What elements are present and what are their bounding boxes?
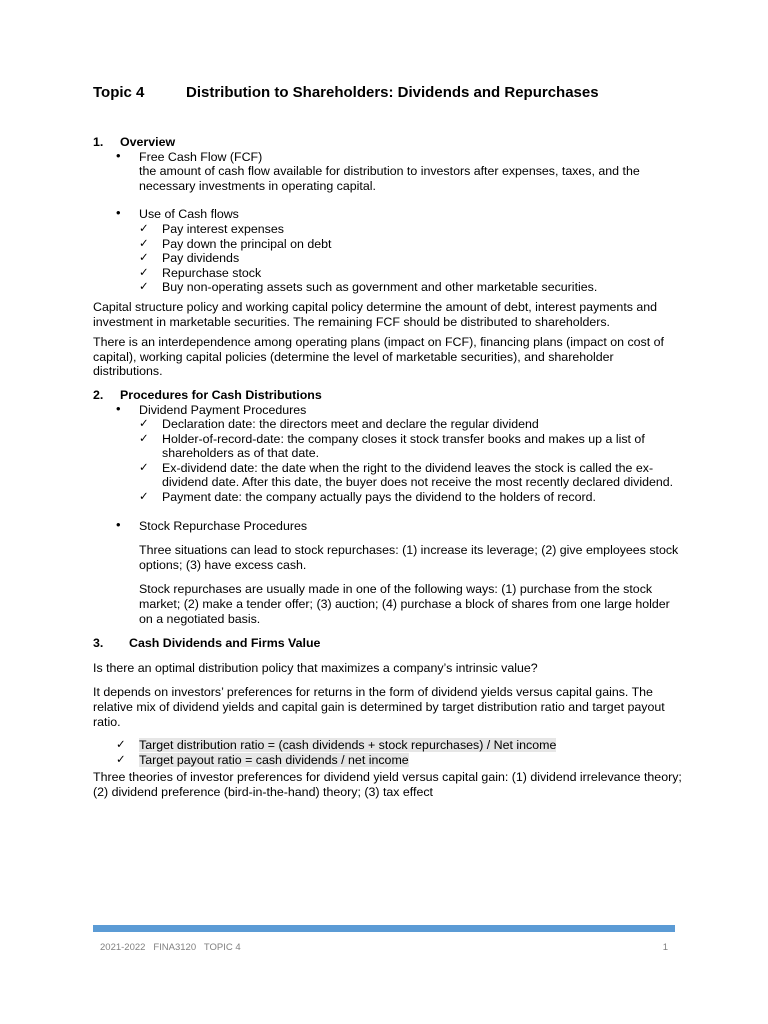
section-heading-cash-dividends: 3. Cash Dividends and Firms Value <box>93 636 321 651</box>
check-item <box>93 753 683 768</box>
checkmark-icon: ✓ <box>139 281 149 294</box>
footer-divider <box>93 925 675 932</box>
bullet-icon: • <box>116 205 121 221</box>
topic-title: Distribution to Shareholders: Dividends and Repurchases <box>186 84 599 101</box>
footer-course-label: 2021-2022 FINA3120 TOPIC 4 <box>100 942 241 953</box>
paragraph: Three theories of investor preferences for dividend yield versus capital gain: (1) dividend irrelevance theory; (2) dividend preference (bird-in-the-hand) theory; (3) tax effect <box>93 770 682 799</box>
paragraph: It depends on investors’ preferences for returns in the form of dividend yields versus capital gains. The relative mix of dividend yields and capital gain is determined by target distribution ratio and target payout ratio. <box>93 685 665 729</box>
paragraph: Stock repurchases are usually made in one of the following ways: (1) purchase from the stock market; (2) make a tender offer; (3) auction; (4) purchase a block of shares from one large holder on a negotiated basis. <box>139 582 670 626</box>
highlighted-formula: Target payout ratio = cash dividends / net income <box>139 752 409 767</box>
check-item: ✓ Repurchase stock <box>139 265 262 280</box>
checkmark-icon: ✓ <box>116 753 126 766</box>
document-body <box>93 135 683 800</box>
page-footer <box>100 942 668 954</box>
bullet-icon: • <box>116 400 121 416</box>
section-heading-procedures: 2. Procedures for Cash Distributions <box>93 387 322 402</box>
paragraph: Capital structure policy and working capital policy determine the amount of debt, interest payments and investment in marketable securities. The remaining FCF should be distributed to shareholders. <box>93 299 658 329</box>
check-item: ✓ Holder-of-record-date: the company closes it stock transfer books and makes up a list of shareholders as of that date. <box>139 431 645 461</box>
bullet-item: • Dividend Payment Procedures <box>116 400 307 417</box>
check-item: ✓ Pay interest expenses <box>139 221 284 236</box>
topic-number: Topic 4 <box>93 84 145 101</box>
paragraph: Is there an optimal distribution policy that maximizes a company’s intrinsic value? <box>93 660 538 675</box>
bullet-item: • Use of Cash flows <box>116 205 239 222</box>
bullet-item: • Stock Repurchase Procedures <box>116 516 308 533</box>
page-number: 1 <box>662 942 668 953</box>
bullet-item: • Free Cash Flow (FCF) <box>116 147 263 164</box>
highlighted-formula: Target distribution ratio = (cash dividends + stock repurchases) / Net income <box>139 738 557 753</box>
check-item: ✓ Buy non-operating assets such as government and other marketable securities. <box>139 280 598 295</box>
check-item <box>93 738 683 753</box>
check-item: ✓ Pay dividends <box>139 251 240 266</box>
paragraph: Three situations can lead to stock repurchases: (1) increase its leverage; (2) give employees stock options; (3) have excess cash. <box>139 543 679 572</box>
checkmark-icon: ✓ <box>139 418 149 431</box>
bullet-icon: • <box>116 147 121 163</box>
checkmark-icon: ✓ <box>139 252 149 265</box>
check-item: ✓ Payment date: the company actually pays the dividend to the holders of record. <box>139 490 596 505</box>
check-item: ✓ Pay down the principal on debt <box>139 236 332 251</box>
checkmark-icon: ✓ <box>139 237 149 250</box>
checkmark-icon: ✓ <box>139 222 149 235</box>
paragraph: There is an interdependence among operating plans (impact on FCF), financing plans (impact on cost of capital), working capital policies (determine the level of marketable securities), and shareholder distributions. <box>93 335 664 379</box>
check-item: ✓ Declaration date: the directors meet and declare the regular dividend <box>139 417 539 432</box>
checkmark-icon: ✓ <box>139 266 149 279</box>
bullet-icon: • <box>116 516 121 532</box>
fcf-definition: the amount of cash flow available for distribution to investors after expenses, taxes, and the necessary investments in operating capital. <box>139 164 640 193</box>
section-heading-overview: 1. Overview <box>93 135 176 149</box>
page-title <box>93 84 599 102</box>
check-item: ✓ Ex-dividend date: the date when the right to the dividend leaves the stock is called the ex-dividend date. After this date, the buyer does not receive the most recently declared dividend. <box>139 460 674 490</box>
checkmark-icon: ✓ <box>139 491 149 504</box>
checkmark-icon: ✓ <box>139 461 149 474</box>
checkmark-icon: ✓ <box>139 432 149 445</box>
checkmark-icon: ✓ <box>116 739 126 752</box>
